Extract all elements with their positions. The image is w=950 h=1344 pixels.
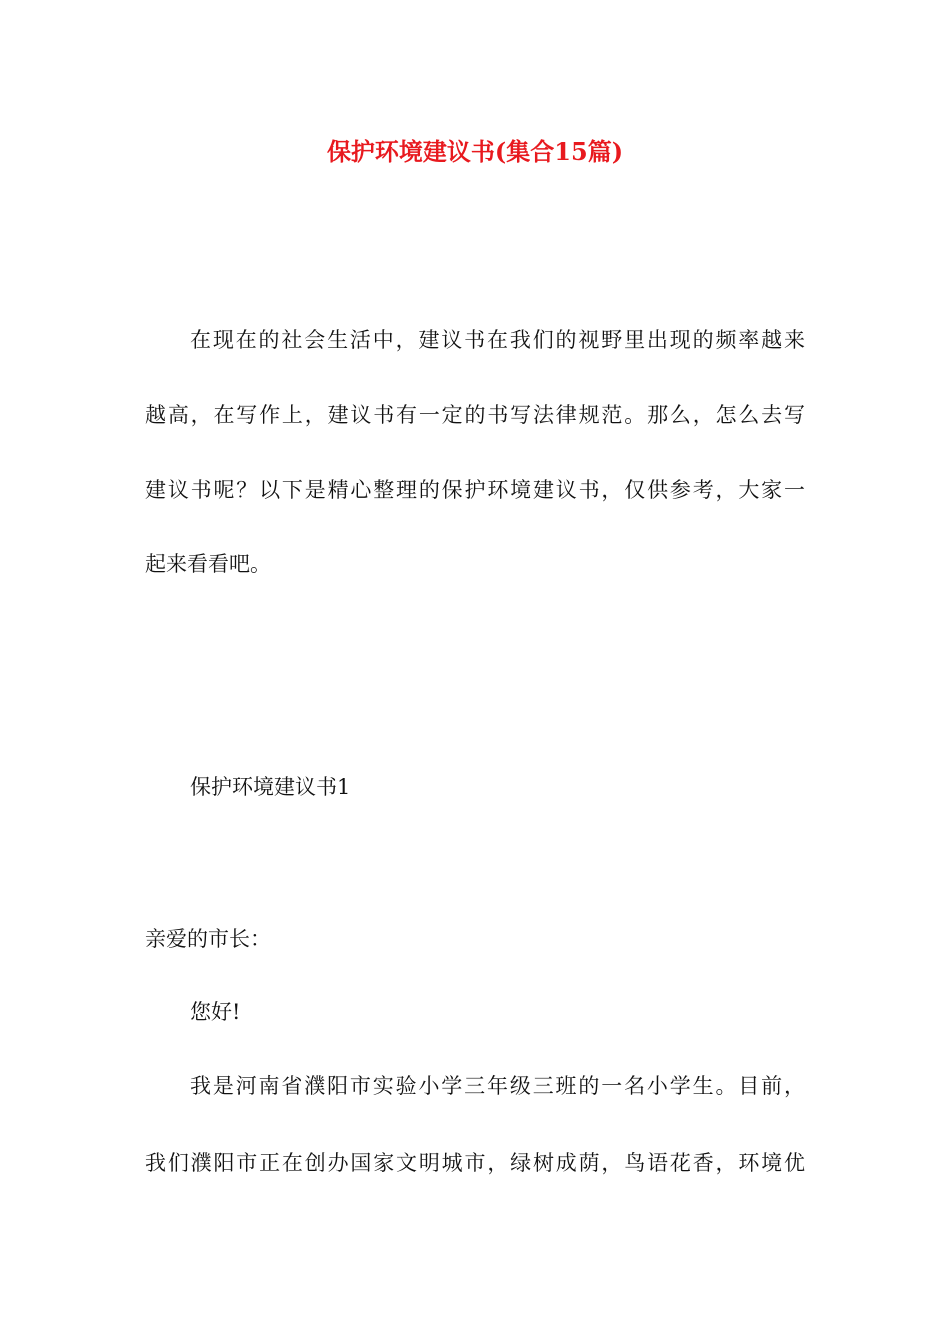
document-title: 保护环境建议书(集合15篇) (326, 137, 624, 166)
intro-line-1: 在现在的社会生活中，建议书在我们的视野里出现的频率越来 (190, 328, 805, 352)
greeting: 您好! (190, 1000, 241, 1024)
intro-line-2: 越高，在写作上，建议书有一定的书写法律规范。那么，怎么去写 (145, 403, 805, 427)
section-heading: 保护环境建议书1 (190, 775, 351, 799)
intro-line-3: 建议书呢？以下是精心整理的保护环境建议书，仅供参考，大家一 (145, 478, 805, 502)
body-line-1: 我是河南省濮阳市实验小学三年级三班的一名小学生。目前， (190, 1074, 805, 1098)
intro-line-4: 起来看看吧。 (145, 552, 271, 576)
salutation: 亲爱的市长： (145, 927, 271, 951)
body-line-2: 我们濮阳市正在创办国家文明城市，绿树成荫，鸟语花香，环境优 (145, 1151, 805, 1175)
